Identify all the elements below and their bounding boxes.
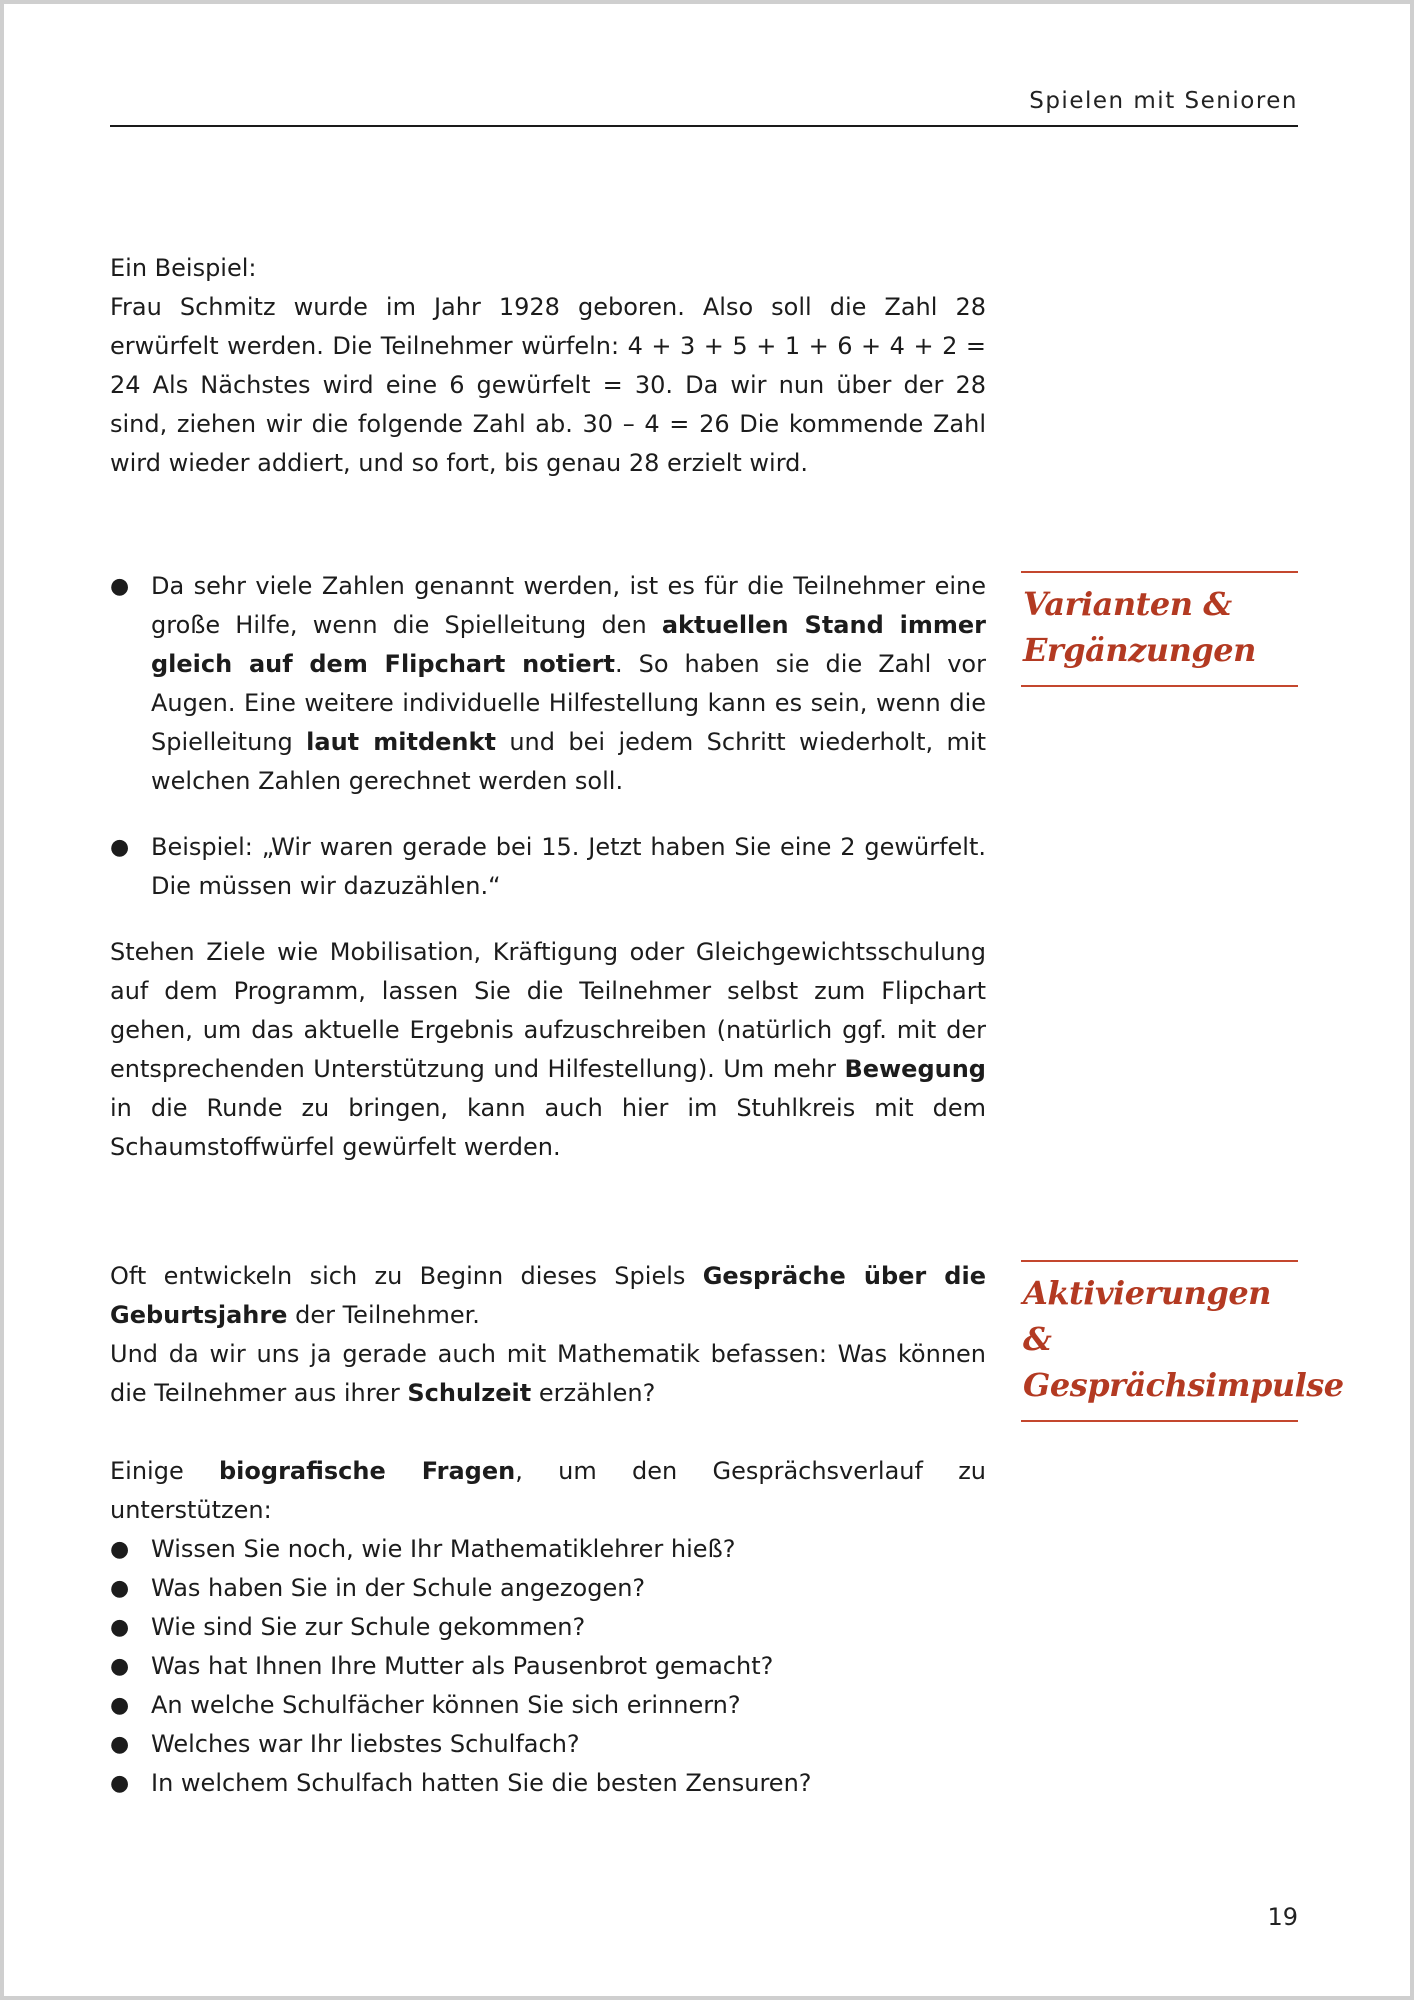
bullet-icon: ● <box>110 1771 130 1796</box>
question-item <box>110 1569 986 1608</box>
bullet-text: Beispiel: „Wir waren gerade bei 15. Jetzt haben Sie eine 2 gewürfelt. Die müssen wir dazuzählen.“ <box>151 833 986 900</box>
example-heading: Ein Beispiel: <box>110 254 257 282</box>
bullet-bold-text: laut mitdenkt <box>306 728 496 756</box>
side-label-activation-line1: Aktivierungen & <box>1023 1274 1271 1358</box>
paragraph-text: in die Runde zu bringen, kann auch hier im Stuhlkreis mit dem Schaumstoffwürfel gewürfelt werden. <box>110 1094 986 1161</box>
bullet-icon: ● <box>110 1732 130 1757</box>
bullet-icon: ● <box>110 1693 130 1718</box>
question-text: Wissen Sie noch, wie Ihr Mathematiklehrer hieß? <box>151 1535 736 1563</box>
list-item <box>110 828 986 906</box>
side-label-variants-line2: Ergänzungen <box>1023 631 1256 669</box>
question-text: In welchem Schulfach hatten Sie die besten Zensuren? <box>151 1769 812 1797</box>
question-text: Wie sind Sie zur Schule gekommen? <box>151 1613 586 1641</box>
questions-list <box>110 1530 986 1803</box>
questions-intro <box>110 1452 986 1530</box>
variants-paragraph <box>110 933 986 1167</box>
paragraph-text: Und da wir uns ja gerade auch mit Mathematik befassen: Was können die Teilnehmer aus ihrer <box>110 1340 986 1407</box>
paragraph-text: erzählen? <box>531 1379 656 1407</box>
example-section <box>110 249 986 483</box>
question-item <box>110 1608 986 1647</box>
side-label-variants <box>1021 571 1298 687</box>
activation-paragraph-1 <box>110 1257 986 1335</box>
side-label-activation-line2: Gesprächsimpulse <box>1023 1366 1344 1404</box>
question-item <box>110 1764 986 1803</box>
paragraph-text: , um den Gesprächsverlauf zu unterstützen: <box>110 1457 987 1524</box>
question-item <box>110 1725 986 1764</box>
paragraph-bold-text: Schulzeit <box>407 1379 532 1407</box>
question-item <box>110 1647 986 1686</box>
question-text: An welche Schulfächer können Sie sich erinnern? <box>151 1691 741 1719</box>
header-rule <box>110 125 1298 127</box>
running-head: Spielen mit Senioren <box>1029 88 1298 114</box>
question-text: Welches war Ihr liebstes Schulfach? <box>151 1730 580 1758</box>
paragraph-text: Oft entwickeln sich zu Beginn dieses Spiels <box>110 1262 703 1290</box>
bullet-text: Da sehr viele Zahlen genannt werden, ist es für die Teilnehmer eine große Hilfe, wenn die Spielleitung den <box>151 572 986 639</box>
bullet-icon: ● <box>110 1654 130 1679</box>
example-text: Frau Schmitz wurde im Jahr 1928 geboren. Also soll die Zahl 28 erwürfelt werden. Die Teilnehmer würfeln: 4 + 3 + 5 + 1 + 6 + 4 + 2 = 24 Als Nächstes wird eine 6 gewürfelt = 30. Da wir nun über der 28 sind, ziehen wir die folgende Zahl ab. 30 – 4 = 26 Die kommende Zahl wird wieder addiert, und so fort, bis genau 28 erzielt wird. <box>110 293 986 477</box>
paragraph-bold-text: biografische Fragen <box>219 1457 516 1485</box>
bullet-icon: ● <box>110 1537 130 1562</box>
question-item <box>110 1530 986 1569</box>
list-item <box>110 567 986 801</box>
variants-section <box>110 567 986 1167</box>
bullet-icon: ● <box>110 1615 130 1640</box>
variants-bullet-list <box>110 567 986 906</box>
bullet-text: . So haben sie die Zahl vor Augen. Eine weitere individuelle Hilfestellung kann es sein, wenn die Spielleitung <box>151 650 986 756</box>
bullet-icon: ● <box>110 574 130 599</box>
question-item <box>110 1686 986 1725</box>
question-text: Was haben Sie in der Schule angezogen? <box>151 1574 646 1602</box>
side-label-activation <box>1021 1260 1344 1422</box>
activation-paragraph-2 <box>110 1335 986 1413</box>
bullet-text: und bei jedem Schritt wiederholt, mit welchen Zahlen gerechnet werden soll. <box>151 728 986 795</box>
side-label-variants-line1: Varianten & <box>1023 585 1232 623</box>
paragraph-text: Einige <box>110 1457 219 1485</box>
paragraph-text: Stehen Ziele wie Mobilisation, Kräftigung oder Gleichgewichtsschulung auf dem Programm, lassen Sie die Teilnehmer selbst zum Flipchart gehen, um das aktuelle Ergebnis aufzuschreiben (natürlich ggf. mit der entsprechenden Unterstützung und Hilfestellung). Um mehr <box>110 938 986 1083</box>
question-text: Was hat Ihnen Ihre Mutter als Pausenbrot gemacht? <box>151 1652 774 1680</box>
paragraph-bold-text: Bewegung <box>844 1055 986 1083</box>
activation-section <box>110 1257 986 1803</box>
page-number: 19 <box>1267 1903 1298 1931</box>
bullet-icon: ● <box>110 1576 130 1601</box>
bullet-icon: ● <box>110 835 130 860</box>
paragraph-text: der Teilnehmer. <box>287 1301 480 1329</box>
bullet-bold-text: aktuellen Stand immer gleich auf dem Flipchart notiert <box>151 611 987 678</box>
paragraph-bold-text: Gespräche über die Geburtsjahre <box>110 1262 986 1329</box>
